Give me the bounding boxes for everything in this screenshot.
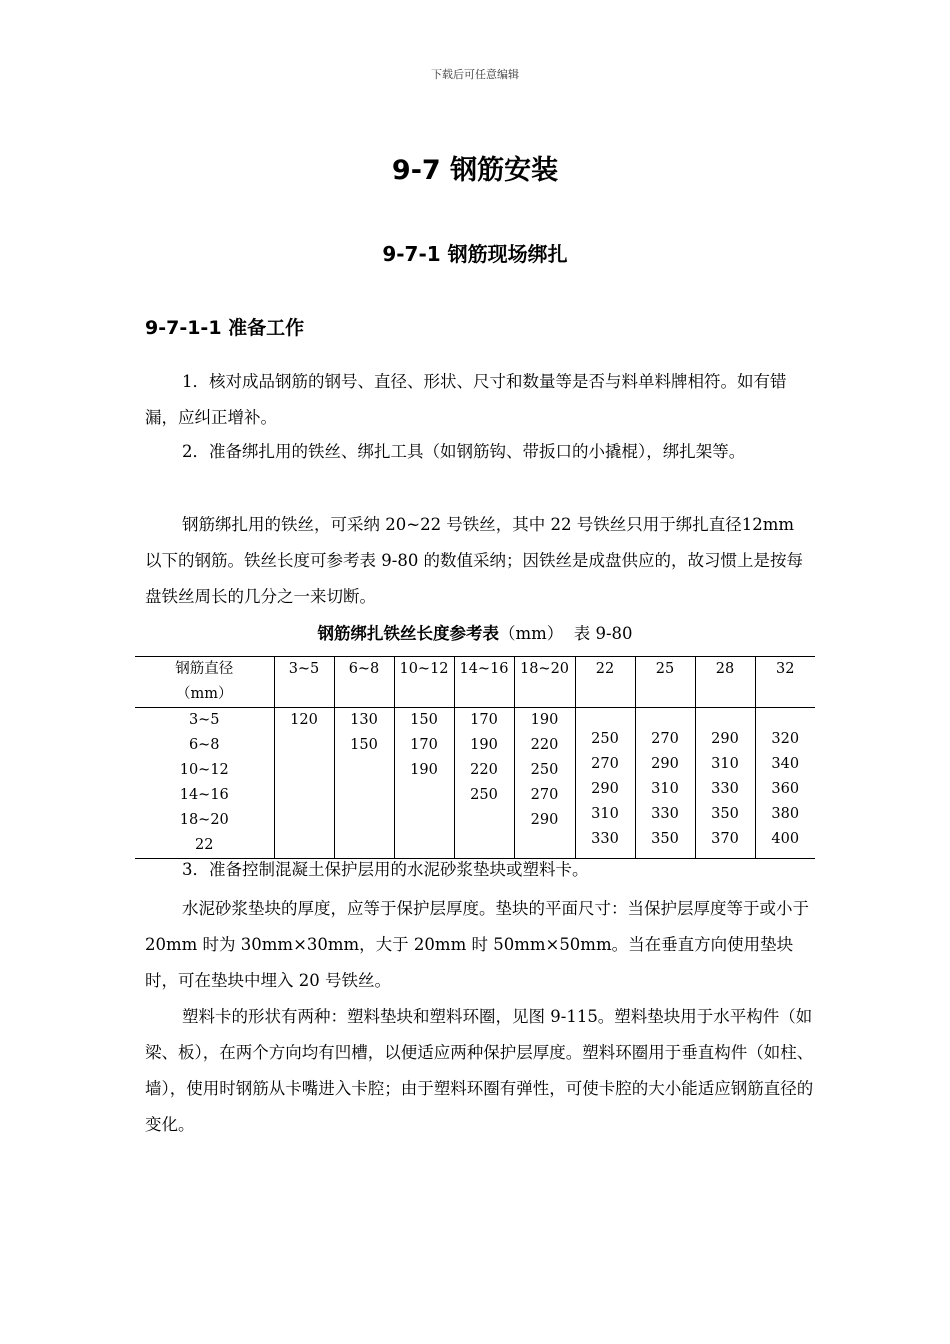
cell-value: 130 — [350, 712, 378, 728]
paragraph-3: 钢筋绑扎用的铁丝，可采纳 20~22 号铁丝，其中 22 号铁丝只用于绑扎直径12mm 以下的钢筋。铁丝长度可参考表 9-80 的数值采纳；因铁丝是成盘供应的，故习惯上是按每盘铁丝周长的几分之一来切断。 — [145, 515, 804, 606]
column-header: 32 — [755, 657, 815, 708]
cell-value: 190 — [530, 712, 559, 728]
table-caption-unit: （mm） — [498, 624, 564, 643]
row-label: 18~20 — [179, 812, 229, 828]
header-diameter — [135, 657, 274, 708]
value-cell — [755, 708, 815, 859]
cell-value: 310 — [591, 806, 619, 822]
table-row — [135, 708, 815, 859]
value-cell — [274, 708, 334, 859]
row-label: 10~12 — [179, 762, 229, 778]
cell-value: 290 — [711, 731, 739, 747]
row-label: 3~5 — [188, 712, 220, 728]
section-title: 9-7-1 钢筋现场绑扎 — [382, 242, 568, 266]
row-labels-cell — [135, 708, 274, 859]
header-diameter-unit: （mm） — [176, 686, 233, 702]
table-caption-number: 表 9-80 — [573, 624, 633, 643]
column-header: 25 — [635, 657, 695, 708]
row-label: 6~8 — [188, 737, 220, 753]
table-header-row — [135, 657, 815, 708]
paragraph-2: 2．准备绑扎用的铁丝、绑扎工具（如钢筋钩、带扳口的小撬棍），绑扎架等。 — [182, 442, 746, 461]
cell-value: 170 — [410, 737, 438, 753]
cell-value: 250 — [470, 787, 498, 803]
cell-value: 330 — [651, 806, 679, 822]
wire-length-table — [135, 656, 815, 859]
column-header: 22 — [575, 657, 635, 708]
cell-value: 350 — [651, 831, 679, 847]
cell-value: 400 — [771, 831, 800, 847]
cell-value: 360 — [771, 781, 800, 797]
subsection-title: 9-7-1-1 准备工作 — [145, 317, 305, 339]
value-cell — [394, 708, 454, 859]
cell-value: 270 — [651, 731, 679, 747]
value-cell — [514, 708, 575, 859]
cell-value: 380 — [771, 806, 800, 822]
cell-value: 310 — [651, 781, 679, 797]
cell-value: 220 — [470, 762, 498, 778]
paragraph-6: 塑料卡的形状有两种：塑料垫块和塑料环圈，见图 9-115。塑料垫块用于水平构件（如梁、板），在两个方向均有凹槽，以便适应两种保护层厚度。塑料环圈用于垂直构件（如柱、墙），使用时钢筋从卡嘴进入卡腔；由于塑料环圈有弹性，可使卡腔的大小能适应钢筋直径的变化。 — [145, 1007, 814, 1134]
cell-value: 190 — [410, 762, 438, 778]
cell-value: 120 — [290, 712, 318, 728]
cell-value: 290 — [530, 812, 559, 828]
cell-value: 330 — [711, 781, 739, 797]
cell-value: 270 — [530, 787, 559, 803]
cell-value: 250 — [530, 762, 559, 778]
column-header: 14~16 — [454, 657, 514, 708]
table-caption-title: 钢筋绑扎铁丝长度参考表 — [317, 624, 499, 643]
cell-value: 150 — [410, 712, 438, 728]
value-cell — [695, 708, 755, 859]
value-cell — [575, 708, 635, 859]
cell-value: 290 — [591, 781, 619, 797]
cell-value: 340 — [771, 756, 800, 772]
cell-value: 270 — [591, 756, 619, 772]
cell-value: 250 — [591, 731, 619, 747]
column-header: 28 — [695, 657, 755, 708]
cell-value: 220 — [530, 737, 559, 753]
paragraph-1: 1．核对成品钢筋的钢号、直径、形状、尺寸和数量等是否与料单料牌相符。如有错漏，应纠正增补。 — [145, 372, 787, 427]
column-header: 10~12 — [394, 657, 454, 708]
table-caption — [0, 620, 950, 644]
value-cell — [635, 708, 695, 859]
cell-value: 290 — [651, 756, 679, 772]
cell-value: 310 — [711, 756, 739, 772]
cell-value: 190 — [470, 737, 498, 753]
column-header: 3~5 — [274, 657, 334, 708]
cell-value: 170 — [470, 712, 498, 728]
header-diameter-label: 钢筋直径 — [175, 661, 234, 677]
row-label: 14~16 — [179, 787, 229, 803]
value-cell — [454, 708, 514, 859]
cell-value: 350 — [711, 806, 739, 822]
cell-value: 320 — [771, 731, 800, 747]
column-header: 6~8 — [334, 657, 394, 708]
cell-value: 150 — [350, 737, 378, 753]
cell-value: 330 — [591, 831, 619, 847]
row-label: 22 — [195, 837, 214, 853]
paragraph-4: 3．准备控制混凝土保护层用的水泥砂浆垫块或塑料卡。 — [182, 860, 589, 879]
page-header: 下载后可任意编辑 — [431, 68, 519, 81]
column-header: 18~20 — [514, 657, 575, 708]
page-title: 9-7 钢筋安装 — [391, 155, 559, 186]
cell-value: 370 — [711, 831, 739, 847]
paragraph-5: 水泥砂浆垫块的厚度，应等于保护层厚度。垫块的平面尺寸：当保护层厚度等于或小于 20mm 时为 30mm×30mm，大于 20mm 时 50mm×50mm。当在垂直方向使用垫块时，可在垫块中埋入 20 号铁丝。 — [145, 899, 809, 990]
value-cell — [334, 708, 394, 859]
